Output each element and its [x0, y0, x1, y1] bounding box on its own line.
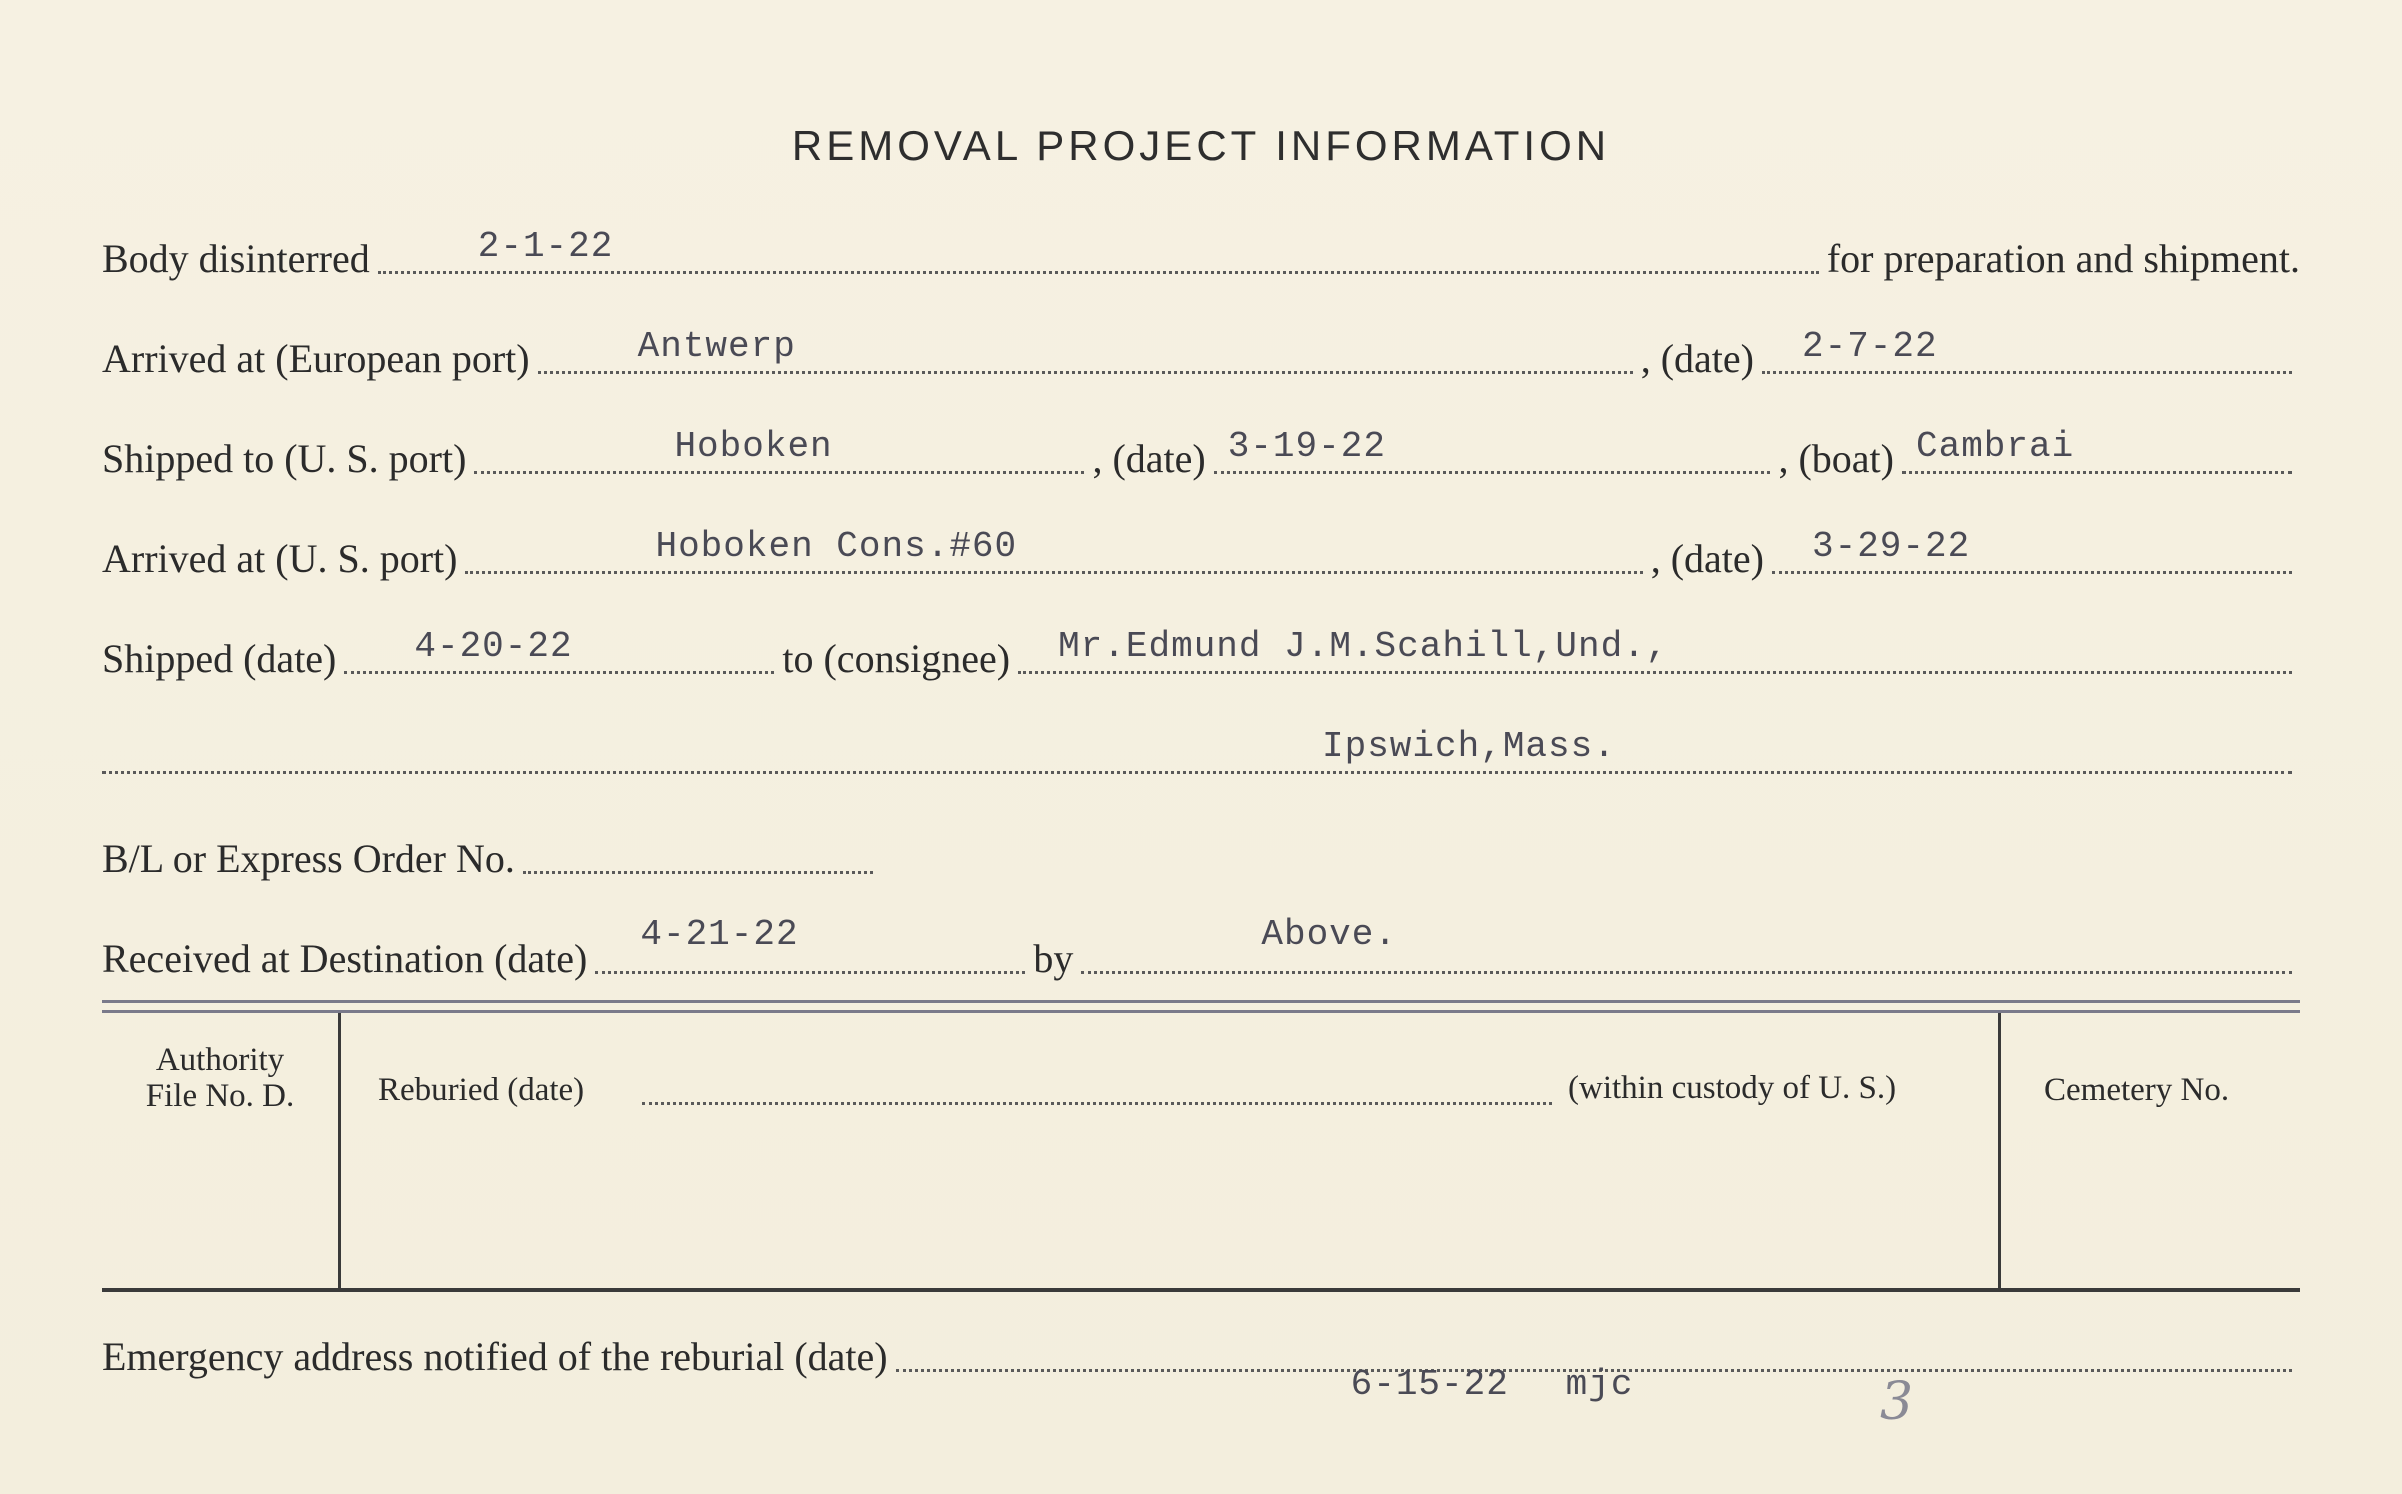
box-top-rule-1 [102, 1000, 2300, 1003]
consignee-line2-field[interactable] [102, 711, 2292, 774]
consignee-value: Mr.Edmund J.M.Scahill,Und., [1058, 626, 1669, 667]
box-top-rule-2 [102, 1010, 2300, 1013]
reburied-label: Reburied (date) [378, 1072, 585, 1108]
shipped-us-port-value: Hoboken [674, 426, 833, 467]
shipped-us-date-label: , (date) [1092, 436, 1206, 481]
authority-label [102, 1042, 338, 1114]
authority-label-line2: File No. D. [145, 1078, 295, 1114]
shipped-us-boat-value: Cambrai [1916, 426, 2075, 467]
row-arrived-euro [102, 326, 2300, 392]
emergency-label: Emergency address notified of the reburial (date) [102, 1334, 888, 1379]
shipped-us-boat-label: , (boat) [1778, 436, 1894, 481]
emergency-date-value: 6-15-22 [1350, 1364, 1509, 1405]
shipped-us-label: Shipped to (U. S. port) [102, 436, 467, 481]
received-date-field[interactable] [595, 911, 1025, 974]
row-shipped-us [102, 426, 2300, 492]
emergency-date-field[interactable] [896, 1309, 2292, 1405]
arrived-euro-label: Arrived at (European port) [102, 336, 530, 381]
bl-order-label: B/L or Express Order No. [102, 836, 515, 881]
reburied-date-field[interactable] [642, 1078, 1552, 1105]
disinterred-label: Body disinterred [102, 236, 370, 281]
row-shipped-date [102, 626, 2300, 692]
received-by-field[interactable] [1081, 911, 2292, 974]
arrived-euro-date-value: 2-7-22 [1802, 326, 1938, 367]
disinterred-date-field[interactable] [378, 211, 1819, 274]
row-received [102, 914, 2300, 992]
arrived-euro-date-field[interactable] [1762, 311, 2292, 374]
handwritten-mark: 3 [1880, 1372, 1914, 1432]
disinterred-date-value: 2-1-22 [477, 226, 614, 267]
shipped-us-boat-field[interactable] [1902, 411, 2292, 474]
arrived-us-port-field[interactable] [465, 511, 1642, 574]
row-disinterred [102, 226, 2300, 292]
arrived-us-label: Arrived at (U. S. port) [102, 536, 458, 581]
row-consignee-line2 [102, 726, 2300, 792]
consignee-line2-value: Ipswich,Mass. [1322, 726, 1616, 767]
row-arrived-us [102, 526, 2300, 592]
received-by-label: by [1033, 936, 1074, 981]
shipped-date-label: Shipped (date) [102, 636, 337, 681]
arrived-us-date-label: , (date) [1650, 536, 1764, 581]
authority-label-line1: Authority [155, 1042, 285, 1078]
received-label: Received at Destination (date) [102, 936, 588, 981]
shipped-date-value: 4-20-22 [414, 626, 573, 667]
arrived-us-port-value: Hoboken Cons.#60 [655, 526, 1018, 567]
bl-order-field[interactable] [523, 811, 873, 874]
row-bl-order [102, 832, 2300, 892]
received-date-value: 4-21-22 [640, 914, 799, 955]
emergency-initials: mjc [1565, 1364, 1634, 1405]
box-bottom-rule [102, 1288, 2300, 1292]
consignee-field[interactable] [1018, 611, 2292, 674]
arrived-us-date-field[interactable] [1772, 511, 2292, 574]
received-by-value: Above. [1261, 914, 1397, 955]
shipped-us-date-field[interactable] [1214, 411, 1771, 474]
box-divider-right [1998, 1013, 2001, 1288]
arrived-euro-port-value: Antwerp [637, 326, 796, 367]
custody-label: (within custody of U. S.) [1568, 1070, 1897, 1106]
shipped-us-date-value: 3-19-22 [1227, 426, 1386, 467]
shipped-date-field[interactable] [344, 611, 774, 674]
cemetery-label: Cemetery No. [2044, 1072, 2230, 1108]
form-title: REMOVAL PROJECT INFORMATION [791, 122, 1611, 169]
disinterred-suffix: for preparation and shipment. [1826, 236, 2300, 281]
arrived-euro-port-field[interactable] [538, 311, 1633, 374]
shipped-us-port-field[interactable] [474, 411, 1084, 474]
row-emergency [102, 1330, 2300, 1405]
box-divider-left [338, 1013, 341, 1288]
arrived-us-date-value: 3-29-22 [1812, 526, 1971, 567]
arrived-euro-date-label: , (date) [1640, 336, 1754, 381]
consignee-label: to (consignee) [782, 636, 1011, 681]
